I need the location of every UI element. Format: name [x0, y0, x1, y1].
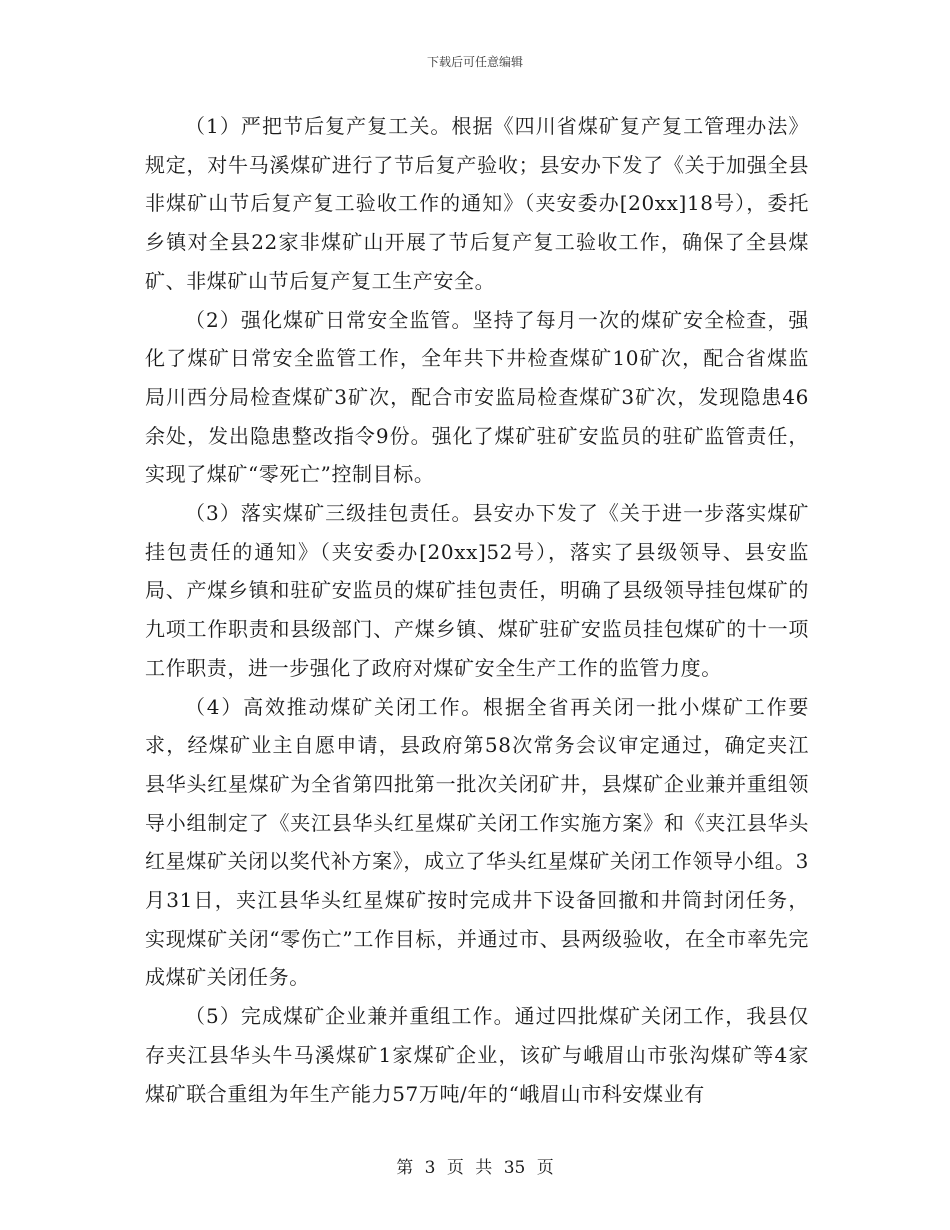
- paragraph-3: （3）落实煤矿三级挂包责任。县安办下发了《关于进一步落实煤矿挂包责任的通知》（夹安委办[20xx]52号），落实了县级领导、县安监局、产煤乡镇和驻矿安监员的煤矿挂包责任，明确了县级领导挂包煤矿的九项工作职责和县级部门、产煤乡镇、煤矿驻矿安监员挂包煤矿的十一项工作职责，进一步强化了政府对煤矿安全生产工作的监管力度。: [145, 501, 809, 680]
- page-footer: 第 3 页 共 35 页: [396, 1158, 554, 1178]
- page-header: 下载后可任意编辑: [426, 55, 523, 69]
- paragraph-5: （5）完成煤矿企业兼并重组工作。通过四批煤矿关闭工作，我县仅存夹江县华头牛马溪煤矿1家煤矿企业，该矿与峨眉山市张沟煤矿等4家煤矿联合重组为年生产能力57万吨/年的“峨眉山市科安煤业有: [145, 1004, 809, 1106]
- document-body: [145, 107, 809, 1113]
- paragraph-1: （1）严把节后复产复工关。根据《四川省煤矿复产复工管理办法》规定，对牛马溪煤矿进行了节后复产验收；县安办下发了《关于加强全县非煤矿山节后复产复工验收工作的通知》（夹安委办[20xx]18号），委托乡镇对全县22家非煤矿山开展了节后复产复工验收工作，确保了全县煤矿、非煤矿山节后复产复工生产安全。: [145, 114, 809, 293]
- paragraph-4: （4）高效推动煤矿关闭工作。根据全省再关闭一批小煤矿工作要求，经煤矿业主自愿申请，县政府第58次常务会议审定通过，确定夹江县华头红星煤矿为全省第四批第一批次关闭矿井，县煤矿企业兼并重组领导小组制定了《夹江县华头红星煤矿关闭工作实施方案》和《夹江县华头红星煤矿关闭以奖代补方案》，成立了华头红星煤矿关闭工作领导小组。3月31日，夹江县华头红星煤矿按时完成井下设备回撤和井筒封闭任务，实现煤矿关闭“零伤亡”工作目标，并通过市、县两级验收，在全市率先完成煤矿关闭任务。: [145, 694, 809, 990]
- paragraph-2: （2）强化煤矿日常安全监管。坚持了每月一次的煤矿安全检查，强化了煤矿日常安全监管工作，全年共下井检查煤矿10矿次，配合省煤监局川西分局检查煤矿3矿次，配合市安监局检查煤矿3矿次，发现隐患46余处，发出隐患整改指令9份。强化了煤矿驻矿安监员的驻矿监管责任，实现了煤矿“零死亡”控制目标。: [145, 307, 809, 487]
